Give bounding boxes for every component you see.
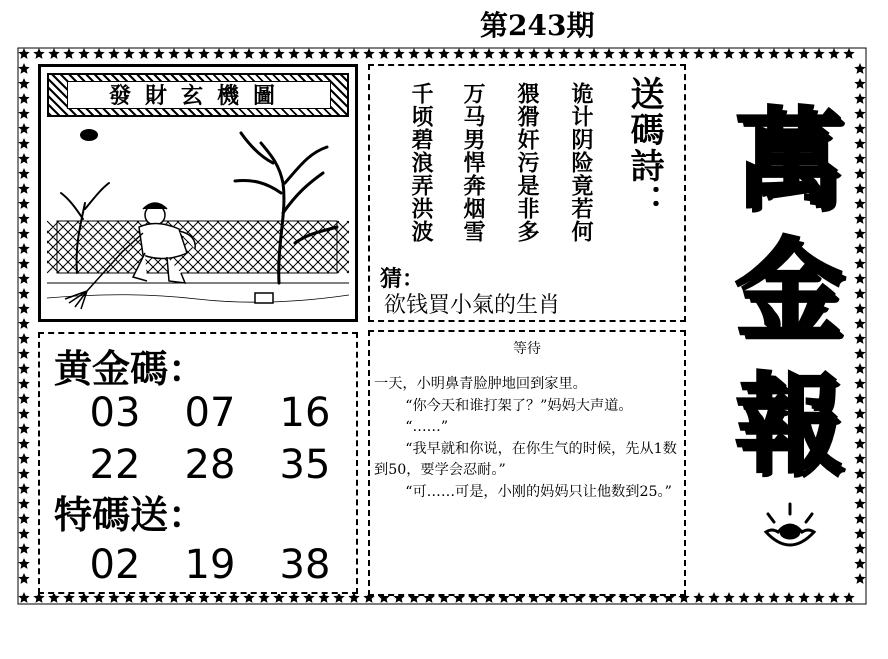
border-star <box>783 48 794 59</box>
gold-number: 16 <box>279 390 331 436</box>
border-star <box>854 198 865 209</box>
border-star <box>258 48 269 59</box>
border-star <box>768 48 779 59</box>
story-body <box>374 374 680 503</box>
border-star <box>513 48 524 59</box>
border-star <box>854 558 865 569</box>
illustration-image <box>47 123 349 315</box>
border-star <box>18 393 29 404</box>
border-star <box>18 408 29 419</box>
border-star <box>63 48 74 59</box>
border-star <box>854 573 865 584</box>
border-star <box>93 48 104 59</box>
border-star <box>768 592 779 603</box>
guess-label: 猜： <box>380 266 425 292</box>
border-star <box>663 48 674 59</box>
story-title: 等待 <box>513 341 541 357</box>
gold-number: 07 <box>184 390 236 436</box>
border-star <box>854 153 865 164</box>
gold-ingot-icon <box>760 500 820 560</box>
border-star <box>854 243 865 254</box>
border-star <box>854 498 865 509</box>
border-star <box>723 592 734 603</box>
border-star <box>738 592 749 603</box>
border-star <box>854 93 865 104</box>
border-star <box>543 48 554 59</box>
poem-line-2: 猥猾奸污是非多 <box>514 82 540 243</box>
border-star <box>18 213 29 224</box>
special-number: 02 <box>89 542 141 588</box>
border-star <box>348 48 359 59</box>
guess-text: 欲钱買小氣的生肖 <box>384 293 561 318</box>
border-star <box>18 498 29 509</box>
border-star <box>854 513 865 524</box>
gold-number: 03 <box>89 390 141 436</box>
issue-number: 第243期 <box>480 9 595 42</box>
border-star <box>854 303 865 314</box>
border-star <box>318 48 329 59</box>
border-star <box>273 48 284 59</box>
border-star <box>18 273 29 284</box>
border-star <box>168 48 179 59</box>
border-star <box>854 318 865 329</box>
border-star <box>18 183 29 194</box>
border-star <box>138 48 149 59</box>
masthead <box>724 80 854 520</box>
story-paragraph: “我早就和你说，在你生气的时候，先从1数到50，要学会忍耐。” <box>374 440 677 478</box>
border-star <box>854 228 865 239</box>
border-star <box>854 183 865 194</box>
border-star <box>854 138 865 149</box>
border-star <box>18 483 29 494</box>
border-star <box>78 48 89 59</box>
border-star <box>854 123 865 134</box>
border-star <box>648 48 659 59</box>
border-star <box>854 108 865 119</box>
gold-number: 22 <box>89 442 141 488</box>
border-star <box>854 213 865 224</box>
border-star <box>378 48 389 59</box>
border-star <box>753 592 764 603</box>
masthead-char-3: 報 <box>734 362 843 488</box>
border-star <box>18 592 29 603</box>
border-star <box>18 378 29 389</box>
border-star <box>18 243 29 254</box>
special-numbers-row <box>80 542 340 588</box>
numbers-panel <box>38 332 358 594</box>
border-star <box>198 48 209 59</box>
border-star <box>18 228 29 239</box>
border-star <box>18 573 29 584</box>
border-star <box>33 48 44 59</box>
border-star <box>798 48 809 59</box>
border-star <box>18 153 29 164</box>
border-star <box>18 123 29 134</box>
border-star <box>18 318 29 329</box>
border-star <box>854 543 865 554</box>
border-star <box>573 48 584 59</box>
masthead-char-2: 金 <box>734 227 843 353</box>
border-star <box>854 258 865 269</box>
border-star <box>693 592 704 603</box>
border-star <box>854 168 865 179</box>
border-star <box>753 48 764 59</box>
special-numbers-label: 特碼送： <box>54 492 207 537</box>
border-star <box>854 528 865 539</box>
border-star <box>108 48 119 59</box>
border-star <box>798 592 809 603</box>
border-star <box>363 48 374 59</box>
border-star <box>18 348 29 359</box>
border-star <box>18 48 29 59</box>
gold-numbers-row-1 <box>80 390 340 436</box>
border-star <box>813 48 824 59</box>
illustration-title: 發財玄機圖 <box>67 81 331 109</box>
border-star <box>708 592 719 603</box>
border-star <box>854 438 865 449</box>
border-star <box>18 78 29 89</box>
story-paragraph: “你今天和谁打架了？”妈妈大声道。 <box>405 397 633 414</box>
border-star <box>18 93 29 104</box>
border-star <box>18 363 29 374</box>
border-star <box>453 48 464 59</box>
special-number: 38 <box>279 542 331 588</box>
border-star <box>153 48 164 59</box>
border-star <box>854 63 865 74</box>
border-star <box>183 48 194 59</box>
border-star <box>483 48 494 59</box>
border-star <box>18 303 29 314</box>
border-star <box>408 48 419 59</box>
border-star <box>243 48 254 59</box>
border-star <box>708 48 719 59</box>
border-star <box>333 48 344 59</box>
border-star <box>18 468 29 479</box>
illustration-title-band <box>47 73 349 117</box>
special-number: 19 <box>184 542 236 588</box>
border-star <box>854 78 865 89</box>
border-star <box>18 63 29 74</box>
border-star <box>854 333 865 344</box>
border-star <box>438 48 449 59</box>
poem-label: 送碼詩： <box>624 76 664 220</box>
fence-lattice <box>47 221 349 273</box>
border-star <box>633 48 644 59</box>
story-panel <box>368 330 686 596</box>
border-star <box>603 48 614 59</box>
border-star <box>854 453 865 464</box>
gold-numbers-row-2 <box>80 442 340 488</box>
border-star <box>854 483 865 494</box>
border-star <box>843 592 854 603</box>
border-star <box>854 273 865 284</box>
border-star <box>303 48 314 59</box>
gold-number: 28 <box>184 442 236 488</box>
border-star <box>18 168 29 179</box>
gold-number: 35 <box>279 442 331 488</box>
border-star <box>228 48 239 59</box>
border-star <box>123 48 134 59</box>
border-star <box>18 558 29 569</box>
border-star <box>854 393 865 404</box>
poem-line-4: 千顷碧浪弄洪波 <box>408 82 434 243</box>
border-star <box>854 408 865 419</box>
gold-numbers-label: 黄金碼： <box>54 346 207 391</box>
border-star <box>18 543 29 554</box>
illustration-panel <box>38 64 358 322</box>
border-star <box>854 423 865 434</box>
border-star <box>213 48 224 59</box>
border-star <box>468 48 479 59</box>
border-star <box>854 468 865 479</box>
border-star <box>854 348 865 359</box>
poem-line-1: 诡计阴险竟若何 <box>568 82 594 243</box>
border-star <box>18 438 29 449</box>
story-paragraph: “可……可是，小刚的妈妈只让他数到25。” <box>405 483 672 500</box>
border-star <box>18 423 29 434</box>
border-star <box>738 48 749 59</box>
border-star <box>18 333 29 344</box>
border-star <box>393 48 404 59</box>
border-star <box>588 48 599 59</box>
border-star <box>783 592 794 603</box>
poem-line-3: 万马男悍奔烟雪 <box>460 82 486 243</box>
border-star <box>828 48 839 59</box>
poem-panel <box>368 64 686 322</box>
story-paragraph: 一天，小明鼻青脸肿地回到家里。 <box>374 376 587 392</box>
border-star <box>18 288 29 299</box>
border-star <box>528 48 539 59</box>
border-star <box>854 363 865 374</box>
border-star <box>18 108 29 119</box>
border-star <box>558 48 569 59</box>
border-star <box>18 138 29 149</box>
border-star <box>618 48 629 59</box>
border-star <box>18 258 29 269</box>
border-star <box>288 48 299 59</box>
border-star <box>813 592 824 603</box>
border-star <box>854 378 865 389</box>
border-star <box>423 48 434 59</box>
story-paragraph: “……” <box>405 419 449 435</box>
border-star <box>843 48 854 59</box>
border-star <box>18 198 29 209</box>
border-star <box>18 453 29 464</box>
masthead-char-1: 萬 <box>734 97 843 223</box>
border-star <box>723 48 734 59</box>
border-star <box>48 48 59 59</box>
border-star <box>693 48 704 59</box>
border-star <box>854 288 865 299</box>
border-star <box>498 48 509 59</box>
border-star <box>18 528 29 539</box>
border-star <box>678 48 689 59</box>
border-star <box>828 592 839 603</box>
border-star <box>18 513 29 524</box>
